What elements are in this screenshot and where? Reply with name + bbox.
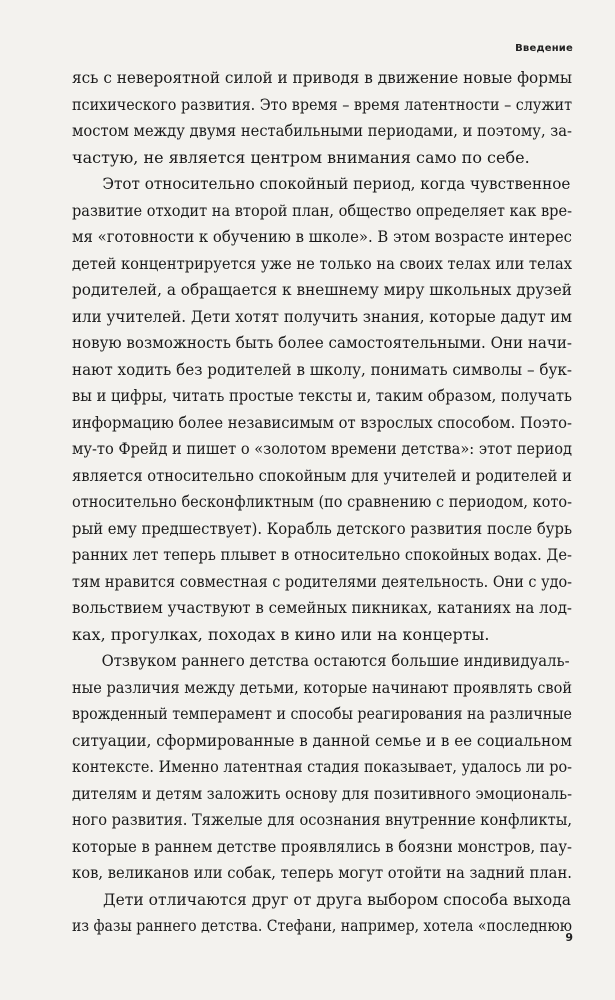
running-head: Введение xyxy=(515,43,573,54)
text-line: врожденный темперамент и способы реагирования на различные xyxy=(72,704,572,723)
body-text xyxy=(72,65,572,940)
text-line: дителям и детям заложить основу для позитивного эмоциональ- xyxy=(72,783,573,803)
text-line: ного развития. Тяжелые для осознания внутренние конфликты, xyxy=(72,810,572,829)
text-line: относительно бесконфликтным (по сравнению с периодом, кото- xyxy=(72,492,573,511)
text-line: информацию более независимым от взрослых способом. Поэто- xyxy=(72,412,572,432)
text-line: вы и цифры, читать простые тексты и, таким образом, получать xyxy=(72,386,572,405)
text-line: Отзвуком раннего детства остаются большие индивидуаль- xyxy=(101,651,570,670)
text-line: му-то Фрейд и пишет о «золотом времени детства»: этот период xyxy=(72,439,572,458)
page-number: 9 xyxy=(565,931,573,944)
text-line: ясь с невероятной силой и приводя в движение новые формы xyxy=(72,68,573,87)
text-line: является относительно спокойным для учителей и родителей и xyxy=(72,465,572,485)
text-line: контексте. Именно латентная стадия показывает, удалось ли ро- xyxy=(72,757,573,776)
paragraph xyxy=(72,171,572,648)
paragraph xyxy=(72,648,572,887)
text-line: психического развития. Это время – время латентности – служит xyxy=(72,94,572,114)
text-line: или учителей. Дети хотят получить знания, которые дадут им xyxy=(72,306,573,326)
text-line: тям нравится совместная с родителями деятельность. Они с удо- xyxy=(72,571,572,591)
text-line: которые в раннем детстве проявлялись в боязни монстров, пау- xyxy=(72,836,572,856)
paragraph xyxy=(72,887,572,940)
text-line: Дети отличаются друг от друга выбором способа выхода xyxy=(103,889,572,909)
text-line: рый ему предшествует). Корабль детского развития после бурь xyxy=(72,518,573,538)
text-line: нают ходить без родителей в школу, понимать символы – бук- xyxy=(72,359,572,379)
text-line: развитие отходит на второй план, общество определяет как вре- xyxy=(72,200,572,220)
text-line: детей концентрируется уже не только на своих телах или телах xyxy=(72,253,573,273)
text-line: Этот относительно спокойный период, когда чувственное xyxy=(102,174,571,193)
text-line: ков, великанов или собак, теперь могут отойти на задний план. xyxy=(72,863,572,882)
text-line: из фазы раннего детства. Стефани, например, хотела «последнюю xyxy=(72,916,573,935)
text-line: ках, прогулках, походах в кино или на концерты. xyxy=(72,624,490,644)
text-line: мя «готовности к обучению в школе». В этом возрасте интерес xyxy=(72,227,573,246)
text-line: ранних лет теперь плывет в относительно спокойных водах. Де- xyxy=(72,545,572,564)
text-line: мостом между двумя нестабильными периодами, и поэтому, за- xyxy=(72,121,573,140)
text-line: частую, не является центром внимания само по себе. xyxy=(72,147,530,167)
text-line: вольствием участвуют в семейных пикниках, катаниях на лод- xyxy=(72,598,572,617)
text-line: ные различия между детьми, которые начинают проявлять свой xyxy=(72,677,573,697)
text-line: новую возможность быть более самостоятельными. Они начи- xyxy=(72,333,572,352)
paragraph xyxy=(72,65,572,171)
text-line: ситуации, сформированные в данной семье и в ее социальном xyxy=(72,730,572,750)
text-line: родителей, а обращается к внешнему миру школьных друзей xyxy=(72,280,573,299)
